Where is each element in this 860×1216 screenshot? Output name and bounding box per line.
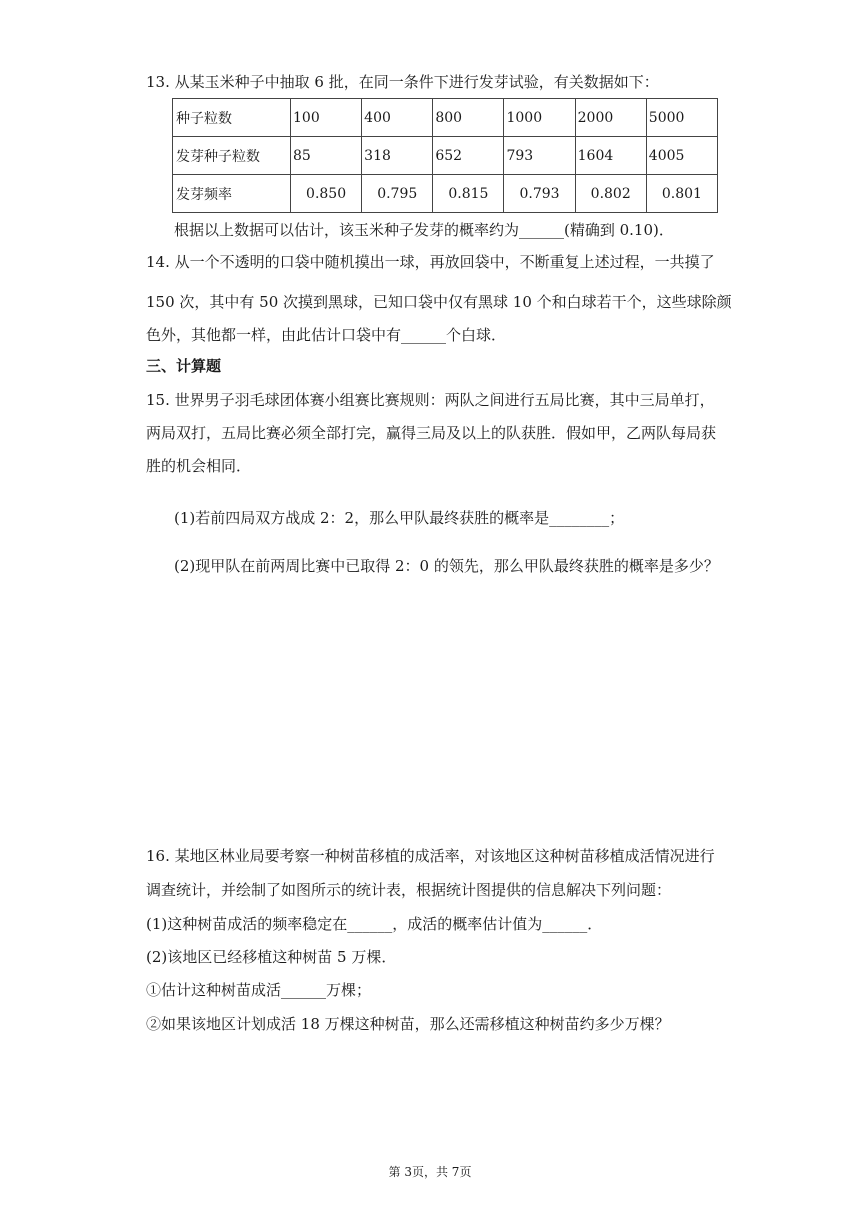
q15-sub1: (1)若前四局双方战成 2：2，那么甲队最终获胜的概率是________； bbox=[174, 509, 625, 527]
q14-line: 14. 从一个不透明的口袋中随机摸出一球，再放回袋中，不断重复上述过程，一共摸了 bbox=[146, 253, 715, 271]
table-cell: 0.795 bbox=[362, 175, 433, 213]
table-cell: 4005 bbox=[646, 137, 717, 175]
table-cell: 0.802 bbox=[575, 175, 646, 213]
q16-line: 调查统计，并绘制了如图所示的统计表，根据统计图提供的信息解决下列问题： bbox=[146, 881, 672, 899]
table-cell: 0.801 bbox=[646, 175, 717, 213]
germination-table bbox=[172, 98, 718, 213]
q15-sub2: (2)现甲队在前两周比赛中已取得 2：0 的领先，那么甲队最终获胜的概率是多少？ bbox=[174, 557, 719, 575]
table-row-label: 种子粒数 bbox=[173, 99, 291, 137]
table-cell: 0.850 bbox=[291, 175, 362, 213]
table-cell: 1604 bbox=[575, 137, 646, 175]
table-cell: 400 bbox=[362, 99, 433, 137]
q14-line: 色外，其他都一样，由此估计口袋中有______个白球． bbox=[146, 326, 507, 344]
page-number: 第 3页，共 7页 bbox=[388, 1165, 472, 1179]
table-row bbox=[173, 175, 718, 213]
table-row bbox=[173, 137, 718, 175]
q15-line: 胜的机会相同． bbox=[146, 457, 252, 475]
q13-conclusion: 根据以上数据可以估计，该玉米种子发芽的概率约为______(精确到 0.10)． bbox=[174, 221, 674, 239]
table-cell: 800 bbox=[433, 99, 504, 137]
table-cell: 1000 bbox=[504, 99, 575, 137]
q14-line: 150 次，其中有 50 次摸到黑球，已知口袋中仅有黑球 10 个和白球若干个，这些球除颜 bbox=[146, 293, 732, 311]
q16-line: 16. 某地区林业局要考察一种树苗移植的成活率，对该地区这种树苗移植成活情况进行 bbox=[146, 847, 715, 865]
table-cell: 100 bbox=[291, 99, 362, 137]
table-cell: 0.815 bbox=[433, 175, 504, 213]
q13-stem: 13. 从某玉米种子中抽取 6 批，在同一条件下进行发芽试验，有关数据如下： bbox=[146, 73, 659, 91]
q16-sub2: (2)该地区已经移植这种树苗 5 万棵． bbox=[146, 948, 397, 966]
table-cell: 0.793 bbox=[504, 175, 575, 213]
table-cell: 652 bbox=[433, 137, 504, 175]
section-heading: 三、计算题 bbox=[146, 357, 222, 375]
table-cell: 2000 bbox=[575, 99, 646, 137]
table-row-label: 发芽频率 bbox=[173, 175, 291, 213]
table-cell: 5000 bbox=[646, 99, 717, 137]
table-row bbox=[173, 99, 718, 137]
table-cell: 85 bbox=[291, 137, 362, 175]
table-cell: 793 bbox=[504, 137, 575, 175]
table-cell: 318 bbox=[362, 137, 433, 175]
q16-item1: ①估计这种树苗成活______万棵； bbox=[146, 981, 372, 999]
q16-item2: ②如果该地区计划成活 18 万棵这种树苗，那么还需移植这种树苗约多少万棵？ bbox=[146, 1015, 670, 1033]
q15-line: 两局双打，五局比赛必须全部打完，赢得三局及以上的队获胜．假如甲，乙两队每局获 bbox=[146, 424, 717, 442]
table-row-label: 发芽种子粒数 bbox=[173, 137, 291, 175]
q15-line: 15. 世界男子羽毛球团体赛小组赛比赛规则：两队之间进行五局比赛，其中三局单打， bbox=[146, 391, 715, 409]
q16-sub1: (1)这种树苗成活的频率稳定在______，成活的概率估计值为______． bbox=[146, 915, 603, 933]
